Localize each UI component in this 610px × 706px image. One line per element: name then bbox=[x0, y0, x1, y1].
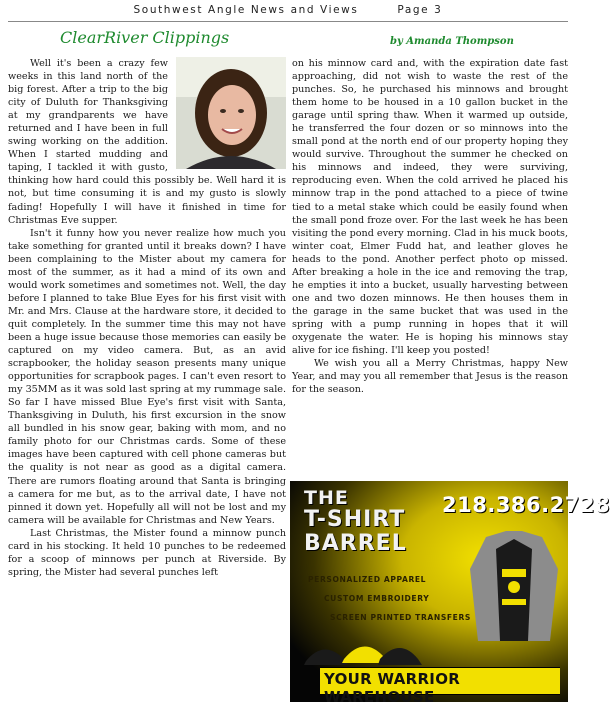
ad-brand-line: BARREL bbox=[304, 531, 407, 556]
article-column-left bbox=[8, 57, 286, 697]
author-photo bbox=[176, 57, 286, 169]
paragraph: Last Christmas, the Mister found a minnow punch card in his stocking. It held 10 punches to be redeemed for a scoop of minnows per punch at Riverside. By spring, the Mister had several punches left bbox=[8, 527, 286, 578]
ad-brand-line: THE bbox=[304, 487, 349, 509]
publication-name: Southwest Angle News and Views bbox=[133, 4, 359, 16]
paragraph: We wish you all a Merry Christmas, happy New Year, and may you all remember that Jesus is the reason for the season. bbox=[292, 358, 568, 396]
article-byline: by Amanda Thompson bbox=[390, 36, 514, 47]
hoodie-image bbox=[466, 529, 562, 649]
tshirt-barrel-ad bbox=[290, 481, 610, 706]
ad-service: SCREEN PRINTED TRANSFERS bbox=[330, 613, 471, 622]
paragraph: Well it's been a crazy few weeks in this land north of the big forest. After a trip to the big city of Duluth for Thanksgiving at my grandparents we have returned and I have been in full swing working on the addition. When I started mudding and taping, I tackled it with gusto, thinking how hard could this possibly be. Well hard it is not, but time consuming it is and my gusto is slowly fading! Hopefully I will have it finished in time for Christmas Eve supper. bbox=[8, 58, 286, 226]
ad-service: PERSONALIZED APPAREL bbox=[308, 575, 427, 584]
ad-brand bbox=[304, 489, 407, 556]
ad-service: CUSTOM EMBROIDERY bbox=[324, 594, 430, 603]
paragraph: on his minnow card and, with the expiration date fast approaching, did not wish to waste the rest of the punches. So, he purchased his minnows and brought them home to be housed in a 10 gallon bucket in the garage until spring thaw. When it warmed up outside, he transferred the four dozen or so minnows into the small pond at the north end of our property hoping they would survive. Throughout the summer he checked on his minnows and indeed, they were surviving, reproducing even. When the cold arrived he placed his minnow trap in the pond attached to a piece of twine tied to a metal stake which could be easily found when the small pond froze over. For the last week he has been visiting the pond every morning. Clad in his muck boots, winter coat, Elmer Fudd hat, and leather gloves he heads to the pond. Another perfect photo op missed. After breaking a hole in the ice and removing the trap, he empties it into a bucket, usually harvesting between one and two dozen minnows. He then houses them in the garage in the same bucket that was used in the spring with a pump running in hopes that it will oxygenate the water. He is hoping his minnows stay alive for ice fishing. I'll keep you posted! bbox=[292, 58, 568, 357]
caps-image bbox=[304, 631, 424, 671]
page-number: Page 3 bbox=[397, 4, 443, 16]
paragraph: Isn't it funny how you never realize how much you take something for granted until it breaks down? I have been complaining to the Mister about my camera for most of the summer, as it had a mind of its own and would work sometimes and sometimes not. Well, the day before I planned to take Blue Eyes for his first visit with Mr. and Mrs. Clause at the hardware store, it decided to quit completely. In the summer time this may not have been a huge issue because those memories can easily be captured on my video camera. But, as an avid scrapbooker, the holiday season presents many unique opportunities for scrapbook pages. I can't even resort to my 35MM as it was sold last spring at my rummage sale. So far I have missed Blue Eye's first visit with Santa, Thanksgiving in Duluth, his first excursion in the snow all bundled in his snow gear, baking with mom, and no family photo for our Christmas cards. Some of these images have been captured with cell phone cameras but the quality is not near as good as a digital camera. There are rumors floating around that Santa is bringing a camera for me but, as to the arrival date, I have not pinned it down yet. Hopefully all will not be lost and my camera will be available for Christmas and New Years. bbox=[8, 227, 286, 526]
ad-tagline: YOUR WARRIOR WAREHOUSE bbox=[324, 670, 461, 706]
header-rule bbox=[8, 21, 568, 22]
article-title: ClearRiver Clippings bbox=[60, 28, 230, 47]
article-column-right bbox=[292, 57, 568, 462]
ad-phone: 218.386.2728 bbox=[442, 493, 610, 517]
page-header bbox=[0, 4, 576, 16]
ad-brand-line: T-SHIRT bbox=[304, 507, 406, 532]
